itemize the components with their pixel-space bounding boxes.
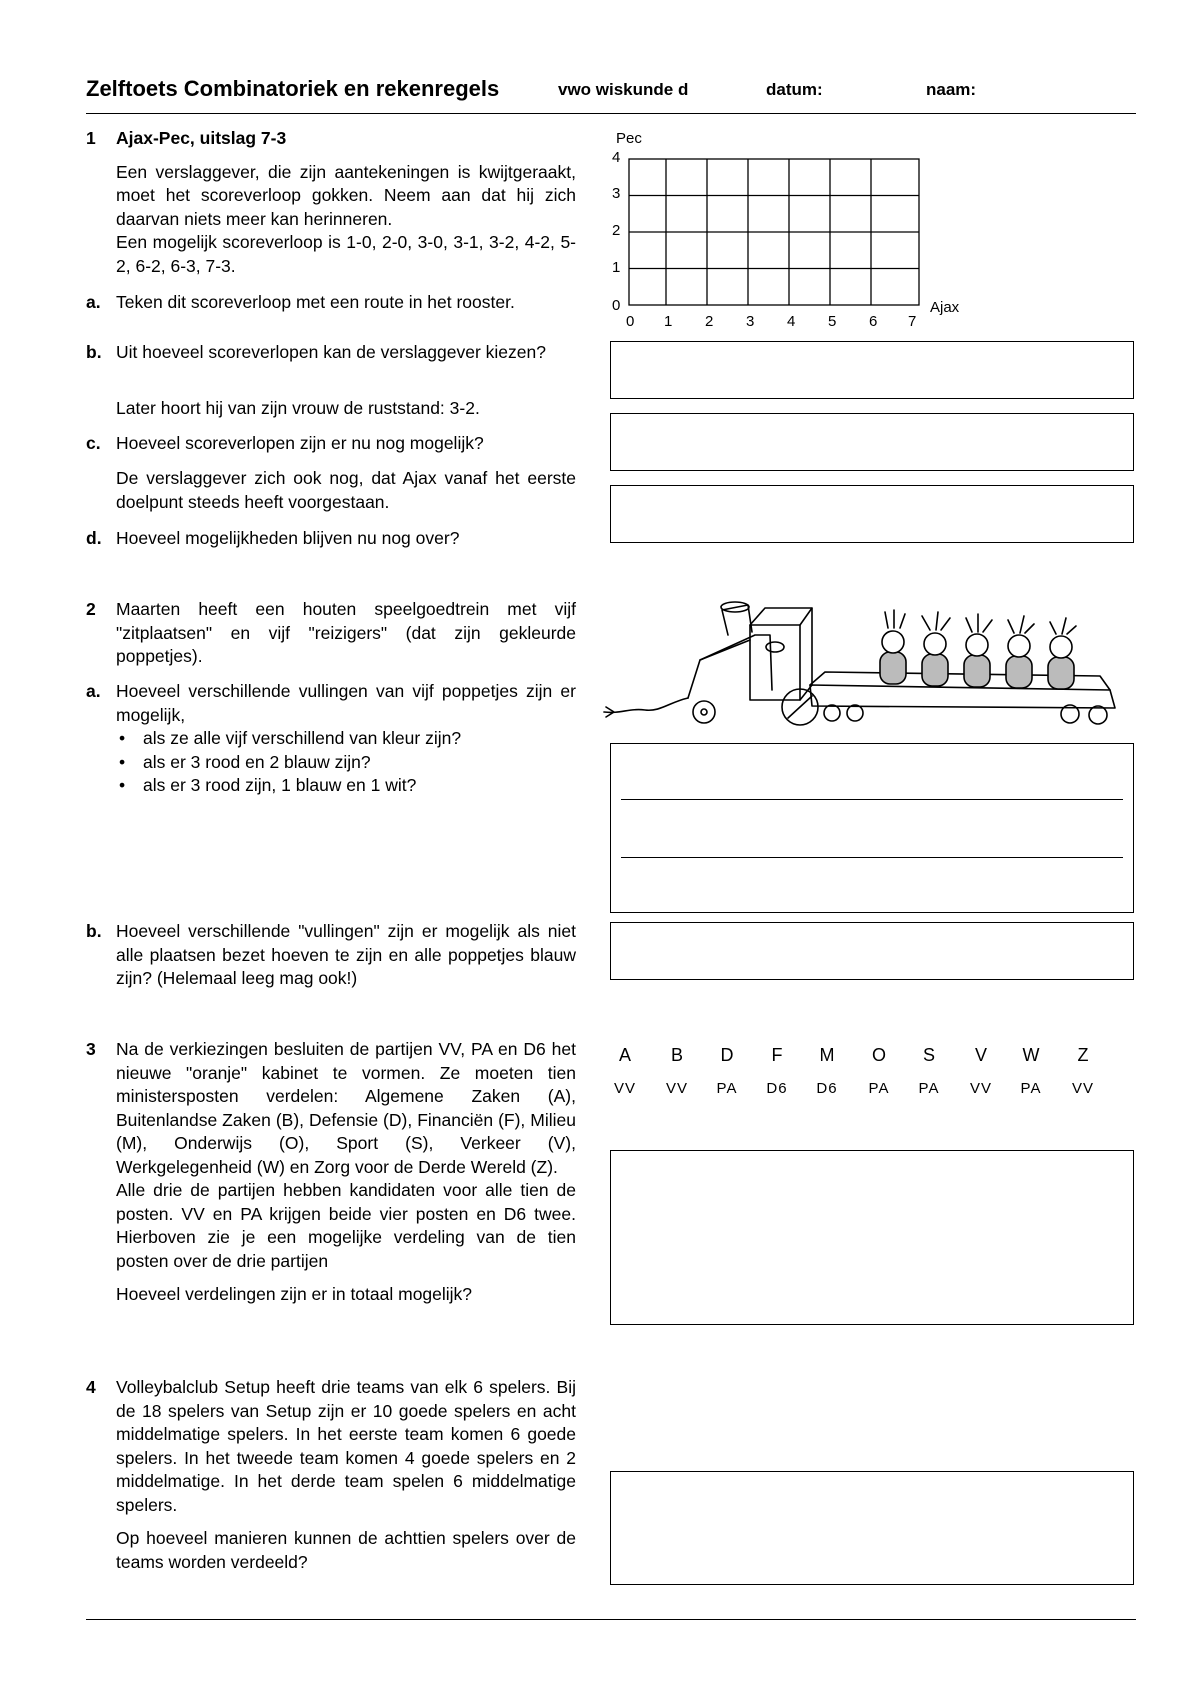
q4-text: Volleybalclub Setup heeft drie teams van elk 6 spelers. Bij de 18 spelers van Setup zijn er 10 goede spelers en acht middelmatige spelers. In het eerste team komen 6 goede spelers. In het tweede team komen 4 goede spelers en 2 middelmatige. In het derde team spelen 6 middelmatige spelers. — [116, 1377, 576, 1515]
q3-text-2: Alle drie de partijen hebben kandidaten voor alle tien de posten. VV en PA krijgen beide vier posten en D6 twee. Hierboven zie je een mogelijke verdeling van de tien posten over de drie partijen — [116, 1180, 576, 1271]
q3-text: Na de verkiezingen besluiten de partijen VV, PA en D6 het nieuwe "oranje" kabinet te vormen. Ze moeten tien ministersposten verdelen: Algemene Zaken (A), Buitenlandse Zaken (B), Defensie (D), Financiën (F), Milieu (M), Onderwijs (O), Sport (S), Verkeer (V), Werkgelegenheid (W) en Zorg voor de Derde Wereld (Z). — [116, 1039, 576, 1177]
q4-block — [116, 1376, 576, 1574]
q1c-label: c. — [86, 433, 101, 453]
name-label: naam: — [926, 80, 977, 99]
course-label: vwo wiskunde d — [558, 80, 689, 99]
q1-between-cd: De verslaggever zich ook nog, dat Ajax vanaf het eerste doelpunt steeds heeft voorgestaan. — [116, 468, 576, 512]
grid-y-tick: 4 — [612, 149, 621, 166]
q1a-label: a. — [86, 292, 101, 312]
score-grid[interactable] — [628, 158, 920, 306]
q3-block — [116, 1038, 576, 1307]
party-label: PA — [868, 1080, 890, 1097]
party-label: PA — [1020, 1080, 1042, 1097]
q1b-label: b. — [86, 342, 102, 362]
party-label: PA — [716, 1080, 738, 1097]
q1d-label: d. — [86, 528, 102, 548]
q1a-text: Teken dit scoreverloop met een route in het rooster. — [116, 292, 515, 312]
date-label: datum: — [766, 80, 823, 99]
answer-box-q3[interactable] — [610, 1150, 1134, 1325]
party-label: VV — [665, 1080, 688, 1097]
q4-number: 4 — [86, 1377, 96, 1397]
party-label: VV — [613, 1080, 636, 1097]
q3-question: Hoeveel verdelingen zijn er in totaal mogelijk? — [116, 1284, 473, 1304]
grid-x-tick: 4 — [787, 313, 796, 330]
ministry-letter: F — [771, 1045, 783, 1065]
grid-x-tick: 3 — [746, 313, 755, 330]
grid-x-tick: 6 — [869, 313, 878, 330]
party-label: D6 — [766, 1080, 788, 1097]
q4-question: Op hoeveel manieren kunnen de achttien spelers over de teams worden verdeeld? — [116, 1528, 576, 1572]
q2-number: 2 — [86, 599, 96, 619]
ministry-distribution — [608, 1045, 1138, 1105]
grid-x-tick: 7 — [908, 313, 917, 330]
q1-intro-block — [116, 127, 576, 278]
answer-line — [621, 857, 1123, 858]
q2a-text: Hoeveel verschillende vullingen van vijf poppetjes zijn er mogelijk, — [116, 681, 576, 725]
party-label: D6 — [816, 1080, 838, 1097]
grid-y-axis-label: Pec — [616, 130, 642, 147]
q3-number: 3 — [86, 1039, 96, 1059]
grid-x-tick: 5 — [828, 313, 837, 330]
page-title: Zelftoets Combinatoriek en rekenregels — [86, 76, 500, 101]
party-label: VV — [1071, 1080, 1094, 1097]
ministry-letter: V — [974, 1045, 987, 1065]
answer-box-q2a[interactable] — [610, 743, 1134, 913]
ministry-letter: O — [871, 1045, 886, 1065]
grid-x-axis-label: Ajax — [930, 299, 960, 316]
footer-rule — [86, 1619, 1136, 1620]
q1b-text: Uit hoeveel scoreverlopen kan de verslaggever kiezen? — [116, 342, 546, 362]
grid-x-tick: 0 — [626, 313, 635, 330]
answer-box-q1d[interactable] — [610, 485, 1134, 543]
grid-y-tick: 3 — [612, 185, 621, 202]
ministry-letter: B — [670, 1045, 683, 1065]
q1-between-bc: Later hoort hij van zijn vrouw de ruststand: 3-2. — [116, 398, 480, 418]
list-item: • als er 3 rood zijn, 1 blauw en 1 wit? — [116, 774, 576, 798]
q1-title: Ajax-Pec, uitslag 7-3 — [116, 128, 287, 148]
list-item: • als ze alle vijf verschillend van kleur zijn? — [116, 727, 576, 751]
ministry-letter: S — [922, 1045, 935, 1065]
q2b-label: b. — [86, 921, 102, 941]
ministry-letter: M — [819, 1045, 835, 1065]
answer-box-q2b[interactable] — [610, 922, 1134, 980]
answer-line — [621, 799, 1123, 800]
header-rule — [86, 113, 1136, 114]
grid-y-tick: 2 — [612, 222, 621, 239]
q2-intro: Maarten heeft een houten speelgoedtrein met vijf "zitplaatsen" en vijf "reizigers" (dat zijn gekleurde poppetjes). — [116, 599, 576, 666]
grid-x-tick: 1 — [664, 313, 673, 330]
q1d-text: Hoeveel mogelijkheden blijven nu nog over? — [116, 528, 460, 548]
q2a-label: a. — [86, 681, 101, 701]
q1-intro-example: Een mogelijk scoreverloop is 1-0, 2-0, 3-0, 3-1, 3-2, 4-2, 5-2, 6-2, 6-3, 7-3. — [116, 232, 576, 276]
answer-box-q1c[interactable] — [610, 413, 1134, 471]
answer-box-q1b[interactable] — [610, 341, 1134, 399]
party-label: VV — [969, 1080, 992, 1097]
answer-box-q4[interactable] — [610, 1471, 1134, 1585]
ministry-letter: D — [720, 1045, 734, 1065]
q2a-bullet-list — [116, 727, 576, 798]
list-item: • als er 3 rood en 2 blauw zijn? — [116, 751, 576, 775]
page-header — [86, 76, 1136, 110]
q2b-text: Hoeveel verschillende "vullingen" zijn er mogelijk als niet alle plaatsen bezet hoeven te zijn en alle poppetjes blauw zijn? (Helemaal leeg mag ook!) — [116, 921, 576, 988]
party-label: PA — [918, 1080, 940, 1097]
grid-x-tick: 2 — [705, 313, 714, 330]
q1-number: 1 — [86, 128, 96, 148]
q1-intro: Een verslaggever, die zijn aantekeningen is kwijtgeraakt, moet het scoreverloop gokken. Neem aan dat hij zich daarvan niets meer kan herinneren. — [116, 161, 576, 229]
ministry-letter: Z — [1077, 1045, 1089, 1065]
grid-y-tick: 0 — [612, 297, 621, 314]
ministry-letter: A — [618, 1045, 631, 1065]
q1c-text: Hoeveel scoreverlopen zijn er nu nog mogelijk? — [116, 433, 484, 453]
grid-y-tick: 1 — [612, 259, 621, 276]
toy-train-illustration — [600, 590, 1120, 730]
ministry-letter: W — [1022, 1045, 1040, 1065]
q2a-block — [116, 680, 576, 798]
